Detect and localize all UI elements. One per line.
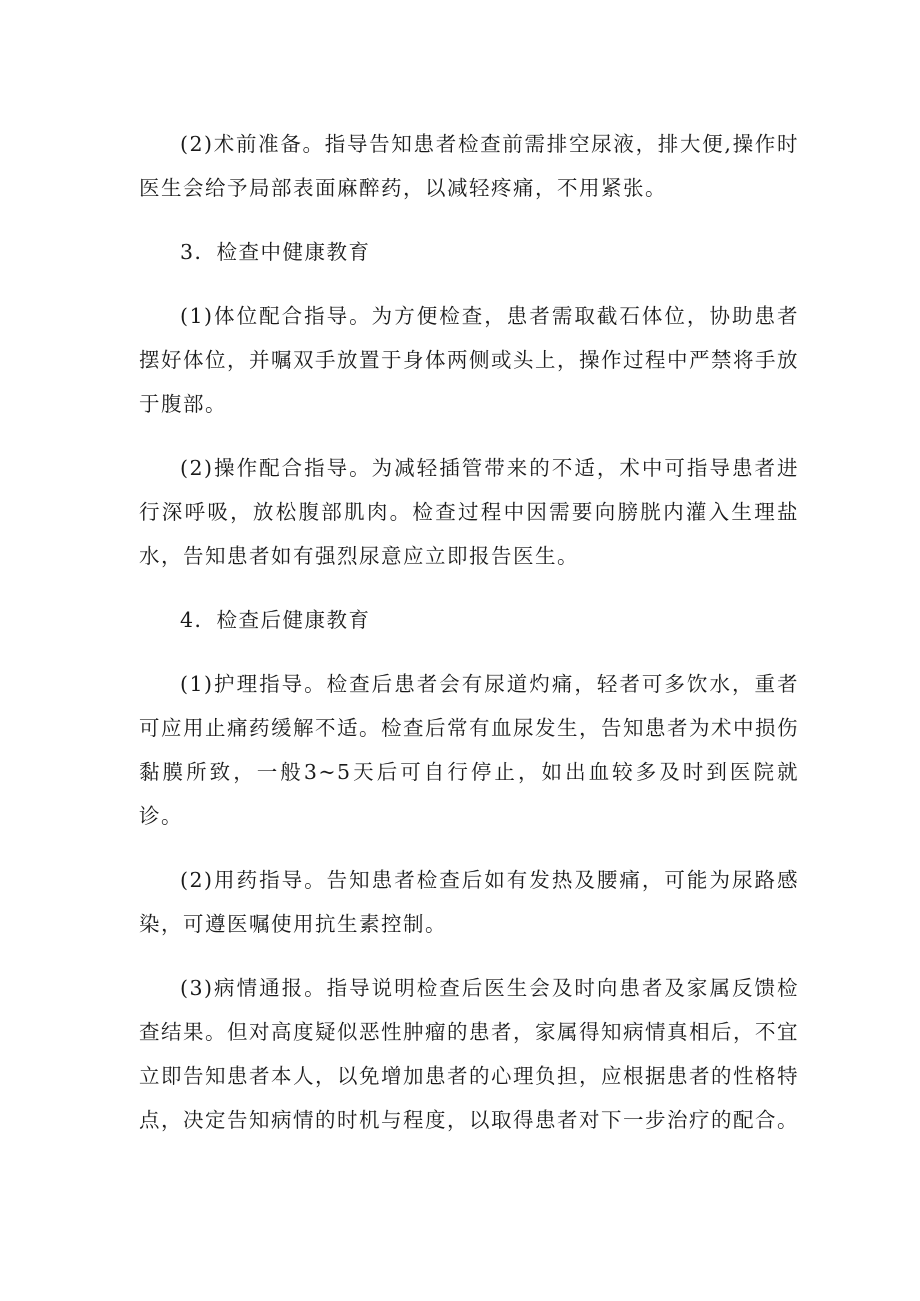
document-body: [139, 122, 799, 1142]
paragraph-medication-guidance: (2)用药指导。告知患者检查后如有发热及腰痛，可能为尿路感染，可遵医嘱使用抗生素控制。: [139, 868, 799, 936]
paragraph-position-guidance: (1)体位配合指导。为方便检查，患者需取截石体位，协助患者摆好体位，并嘱双手放置于身体两侧或头上，操作过程中严禁将手放于腹部。: [139, 304, 799, 416]
section-heading-during-exam: 3．检查中健康教育: [180, 240, 371, 264]
paragraph-operation-guidance: (2)操作配合指导。为减轻插管带来的不适，术中可指导患者进行深呼吸，放松腹部肌肉。检查过程中因需要向膀胱内灌入生理盐水，告知患者如有强烈尿意应立即报告医生。: [139, 456, 799, 568]
paragraph-preop-preparation: (2)术前准备。指导告知患者检查前需排空尿液，排大便,操作时医生会给予局部表面麻醉药，以减轻疼痛，不用紧张。: [139, 132, 799, 200]
section-heading-after-exam: 4．检查后健康教育: [180, 608, 371, 632]
paragraph-condition-report: (3)病情通报。指导说明检查后医生会及时向患者及家属反馈检查结果。但对高度疑似恶性肿瘤的患者，家属得知病情真相后，不宜立即告知患者本人，以免增加患者的心理负担，应根据患者的性格特点，决定告知病情的时机与程度，以取得患者对下一步治疗的配合。: [139, 976, 799, 1132]
paragraph-nursing-guidance: (1)护理指导。检查后患者会有尿道灼痛，轻者可多饮水，重者可应用止痛药缓解不适。检查后常有血尿发生，告知患者为术中损伤黏膜所致，一般3~5天后可自行停止，如出血较多及时到医院就诊。: [139, 672, 799, 828]
